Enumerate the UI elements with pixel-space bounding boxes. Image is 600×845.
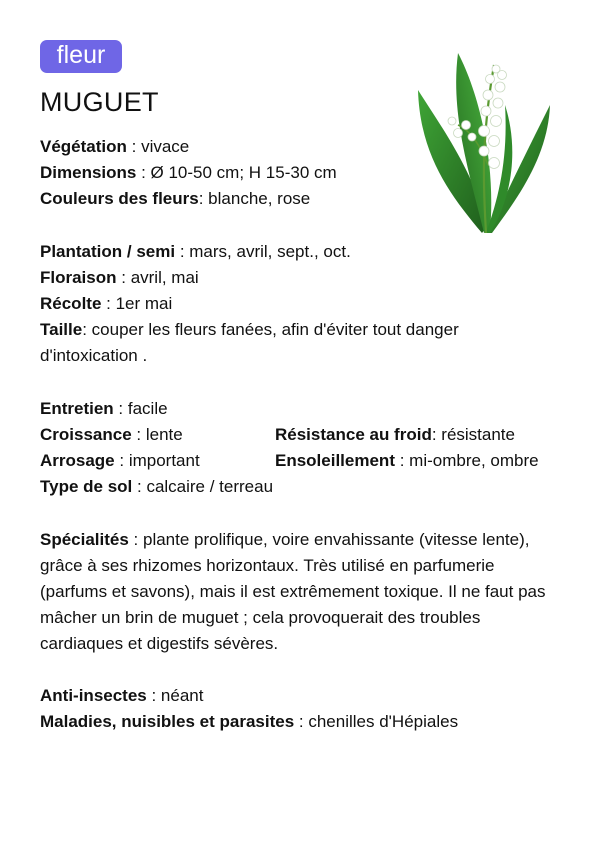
info-row-recolte: Récolte : 1er mai [40, 294, 173, 313]
info-row-taille: Taille: couper les fleurs fanées, afin d'éviter tout danger d'intoxication . [40, 320, 459, 365]
info-row-couleurs: Couleurs des fleurs: blanche, rose [40, 189, 311, 208]
info-row-type-sol: Type de sol : calcaire / terreau [40, 477, 274, 496]
info-row-anti-insectes: Anti-insectes : néant [40, 686, 204, 705]
info-row-vegetation: Végétation : vivace [40, 137, 190, 156]
page-title: MUGUET [40, 87, 159, 117]
info-row-ensoleillement: Ensoleillement : mi-ombre, ombre [275, 451, 539, 470]
category-badge: fleur [40, 40, 122, 73]
info-row-plantation: Plantation / semi : mars, avril, sept., oct. [40, 242, 351, 261]
info-row-entretien: Entretien : facile [40, 399, 168, 418]
info-row-resistance-froid: Résistance au froid: résistante [275, 425, 515, 444]
info-row-floraison: Floraison : avril, mai [40, 268, 199, 287]
info-row-maladies: Maladies, nuisibles et parasites : chenilles d'Hépiales [40, 712, 459, 731]
info-row-dimensions: Dimensions : Ø 10-50 cm; H 15-30 cm [40, 163, 337, 182]
lily-of-the-valley-illustration [410, 45, 558, 237]
info-row-arrosage: Arrosage : important [40, 451, 200, 470]
info-row-specialites: Spécialités : plante prolifique, voire envahissante (vitesse lente), grâce à ses rhizomes horizontaux. Très utilisé en parfumerie (parfums et savons), mais il est extrêmement toxique. Il ne faut pas mâcher un brin de muguet ; cela provoquerait des troubles cardiaques et digestifs sévères. [40, 530, 546, 653]
info-row-croissance: Croissance : lente [40, 425, 183, 444]
